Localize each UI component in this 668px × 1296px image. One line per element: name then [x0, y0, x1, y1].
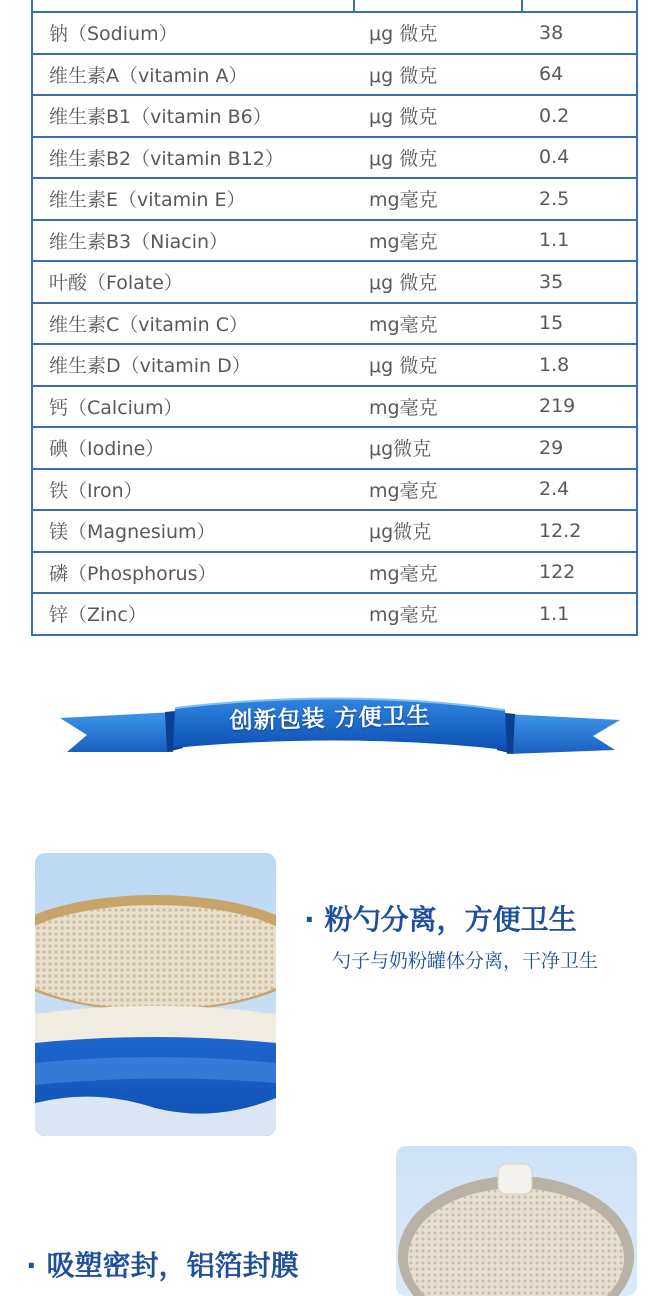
nutrient-value: 0.4 — [539, 146, 570, 169]
nutrient-unit: mg毫克 — [369, 230, 438, 253]
nutrient-unit: mg毫克 — [369, 189, 438, 212]
nutrient-name: 维生素B3（Niacin） — [49, 230, 229, 253]
nutrient-value: 2.4 — [539, 478, 570, 501]
product-photo-seal — [396, 1146, 637, 1296]
feature-desc-scoop: 勺子与奶粉罐体分离，干净卫生 — [332, 950, 599, 972]
table-row — [33, 262, 636, 304]
nutrient-value: 1.1 — [539, 602, 570, 625]
table-row — [33, 387, 636, 429]
table-row — [33, 553, 636, 595]
nutrient-value: 64 — [539, 63, 564, 86]
table-row — [33, 511, 636, 553]
nutrient-name: 钙（Calcium） — [49, 396, 183, 419]
nutrient-value: 2.5 — [539, 187, 570, 210]
nutrient-value: 1.1 — [539, 229, 570, 252]
nutrient-unit: μg 微克 — [369, 106, 438, 129]
table-row — [33, 304, 636, 346]
bullet: · — [304, 903, 315, 936]
nutrient-unit: μg 微克 — [369, 272, 438, 295]
nutrient-name: 维生素A（vitamin A） — [49, 64, 248, 87]
nutrient-value: 12.2 — [539, 519, 582, 542]
table-row — [33, 221, 636, 263]
nutrient-name: 锌（Zinc） — [49, 604, 147, 627]
nutrient-unit: mg毫克 — [369, 396, 438, 419]
table-row — [33, 96, 636, 138]
nutrient-name: 维生素D（vitamin D） — [49, 355, 251, 378]
nutrient-name: 叶酸（Folate） — [49, 272, 183, 295]
table-row — [33, 138, 636, 180]
nutrient-value: 0.2 — [539, 104, 570, 127]
nutrient-name: 铁（Iron） — [49, 479, 143, 502]
product-photo-scoop — [35, 853, 276, 1136]
nutrition-table — [31, 0, 638, 636]
feature-title-text: 粉勺分离，方便卫生 — [324, 903, 577, 936]
nutrient-value: 35 — [539, 270, 564, 293]
table-row — [33, 470, 636, 512]
nutrient-value: 29 — [539, 436, 564, 459]
bullet: · — [26, 1249, 37, 1282]
table-row — [33, 428, 636, 470]
nutrient-unit: mg毫克 — [369, 562, 438, 585]
nutrient-unit: μg微克 — [369, 521, 432, 544]
nutrient-unit: mg毫克 — [369, 604, 438, 627]
feature-title-seal — [26, 1244, 299, 1284]
nutrient-unit: μg 微克 — [369, 23, 438, 46]
feature-title-scoop — [304, 898, 577, 938]
nutrient-name: 维生素C（vitamin C） — [49, 313, 249, 336]
nutrient-value: 219 — [539, 395, 576, 418]
feature-title-text: 吸塑密封，铝箔封膜 — [46, 1249, 299, 1282]
nutrient-unit: mg毫克 — [369, 479, 438, 502]
nutrient-value: 1.8 — [539, 353, 570, 376]
nutrient-name: 磷（Phosphorus） — [49, 562, 217, 585]
nutrient-unit: μg 微克 — [369, 147, 438, 170]
nutrient-unit: μg 微克 — [369, 64, 438, 87]
table-row — [33, 55, 636, 97]
nutrient-value: 38 — [539, 21, 564, 44]
nutrient-name: 钠（Sodium） — [49, 23, 178, 46]
nutrient-unit: μg微克 — [369, 438, 432, 461]
nutrient-name: 碘（Iodine） — [49, 438, 165, 461]
ribbon-title: 创新包装 方便卫生 — [229, 703, 431, 735]
table-row — [33, 179, 636, 221]
table-row — [33, 13, 636, 55]
nutrient-name: 维生素B2（vitamin B12） — [49, 147, 284, 170]
table-top-strip — [33, 0, 636, 13]
table-row — [33, 594, 636, 634]
nutrient-name: 镁（Magnesium） — [49, 521, 216, 544]
nutrient-name: 维生素B1（vitamin B6） — [49, 106, 272, 129]
nutrient-unit: mg毫克 — [369, 313, 438, 336]
nutrient-value: 15 — [539, 312, 564, 335]
nutrient-unit: μg 微克 — [369, 355, 438, 378]
table-row — [33, 345, 636, 387]
nutrient-name: 维生素E（vitamin E） — [49, 189, 246, 212]
nutrient-value: 122 — [539, 561, 576, 584]
